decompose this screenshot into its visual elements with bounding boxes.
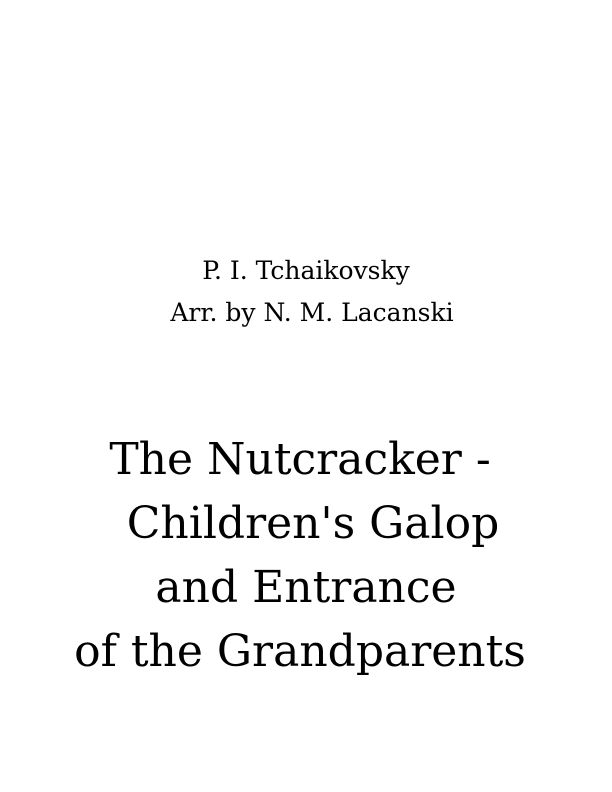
credits-block	[0, 250, 612, 334]
title-line: Children's Galop	[126, 498, 500, 549]
title-line: of the Grandparents	[74, 626, 526, 677]
arranger-credit: Arr. by N. M. Lacanski	[170, 298, 454, 327]
title-line: The Nutcracker -	[109, 434, 491, 485]
title-line: and Entrance	[155, 562, 457, 613]
page-title	[0, 428, 612, 684]
composer-credit: P. I. Tchaikovsky	[202, 256, 410, 285]
